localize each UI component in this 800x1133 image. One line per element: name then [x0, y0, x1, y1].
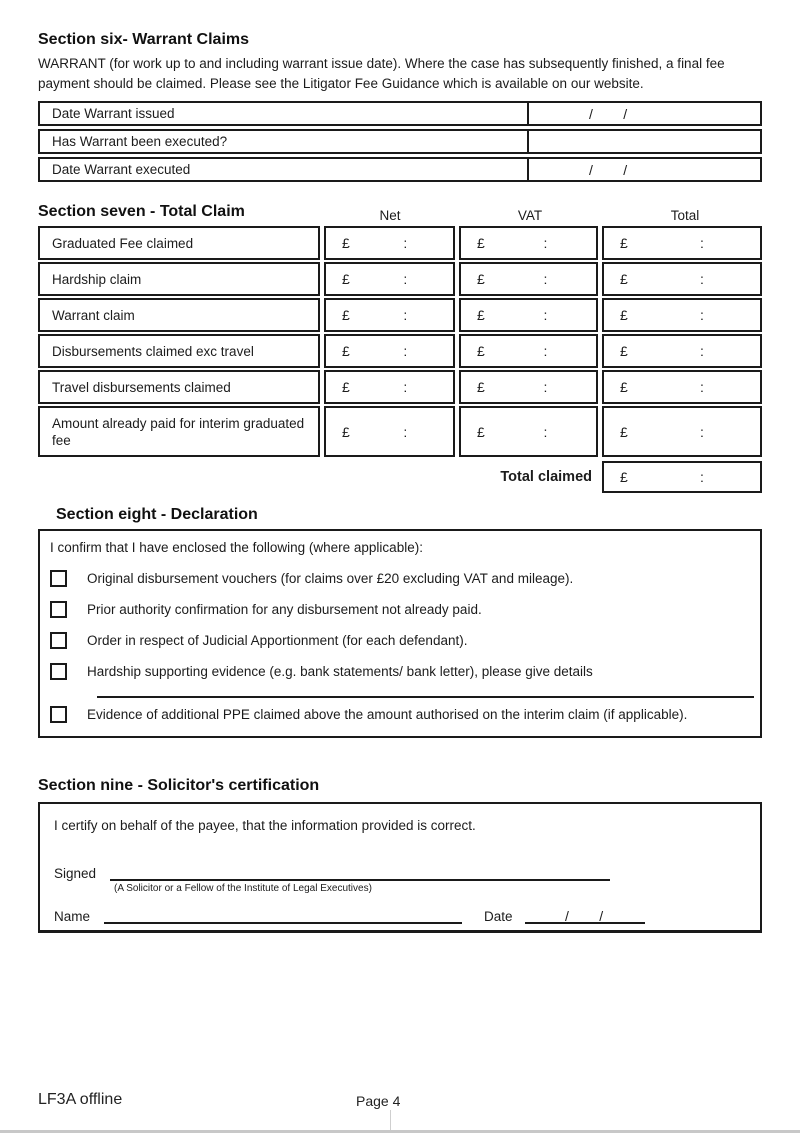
table-row: [38, 226, 762, 260]
certification-box: [38, 802, 762, 933]
warrant-executed-question-label: Has Warrant been executed?: [52, 134, 228, 149]
name-date-row: [54, 908, 746, 924]
warrant-claims-table: [38, 101, 762, 182]
checklist-item-label: Evidence of additional PPE claimed above the amount authorised on the interim claim (if applicable).: [87, 707, 688, 722]
pence-separator: :: [543, 307, 548, 323]
signed-row: [54, 866, 746, 881]
disbursements-vat-field[interactable]: [459, 334, 598, 368]
pence-separator: :: [699, 423, 704, 440]
date-line[interactable]: / /: [525, 908, 645, 924]
prior-authority-checkbox[interactable]: [50, 601, 67, 618]
pence-separator: :: [699, 235, 704, 251]
graduated-fee-net-field[interactable]: [324, 226, 455, 260]
table-row: [38, 298, 762, 332]
travel-net-field[interactable]: [324, 370, 455, 404]
travel-total-field[interactable]: [602, 370, 762, 404]
disbursements-net-field[interactable]: [324, 334, 455, 368]
warrant-claim-label: Warrant claim: [38, 298, 320, 332]
disbursements-total-field[interactable]: [602, 334, 762, 368]
declaration-box: [38, 529, 762, 738]
checklist-item-label: Hardship supporting evidence (e.g. bank statements/ bank letter), please give details: [87, 664, 593, 679]
pound-symbol: £: [477, 423, 485, 440]
pence-separator: :: [543, 271, 548, 287]
pence-separator: :: [403, 307, 408, 323]
pence-separator: :: [543, 379, 548, 395]
section-nine-title: Section nine - Solicitor's certification: [38, 777, 320, 794]
interim-paid-net-field[interactable]: [324, 406, 455, 457]
pound-symbol: £: [342, 343, 350, 359]
pound-symbol: £: [342, 271, 350, 287]
table-row: [38, 370, 762, 404]
column-header-total: Total: [670, 208, 700, 223]
disbursement-vouchers-checkbox[interactable]: [50, 570, 67, 587]
date-label: Date: [484, 909, 513, 924]
pence-separator: :: [403, 379, 408, 395]
hardship-details-line[interactable]: [97, 696, 754, 698]
checklist-item: [40, 632, 760, 650]
certification-statement: I certify on behalf of the payee, that the information provided is correct.: [54, 818, 476, 833]
hardship-vat-field[interactable]: [459, 262, 598, 296]
table-row: [38, 101, 762, 126]
pence-separator: :: [403, 423, 408, 440]
date-warrant-executed-label: Date Warrant executed: [52, 162, 191, 177]
checklist-item: [40, 663, 760, 681]
pence-separator: :: [699, 343, 704, 359]
travel-vat-field[interactable]: [459, 370, 598, 404]
pound-symbol: £: [342, 423, 350, 440]
graduated-fee-vat-field[interactable]: [459, 226, 598, 260]
total-claim-table: [38, 226, 762, 493]
pound-symbol: £: [477, 271, 485, 287]
pound-symbol: £: [620, 379, 628, 395]
pence-separator: :: [699, 469, 704, 485]
table-row: [38, 129, 762, 154]
pound-symbol: £: [342, 379, 350, 395]
pound-symbol: £: [477, 235, 485, 251]
form-id-label: LF3A offline: [38, 1091, 123, 1108]
pence-separator: :: [403, 271, 408, 287]
pound-symbol: £: [477, 343, 485, 359]
hardship-total-field[interactable]: [602, 262, 762, 296]
pound-symbol: £: [620, 271, 628, 287]
table-row: [38, 406, 762, 457]
section-six-title: Section six- Warrant Claims: [38, 31, 250, 48]
signature-line[interactable]: [110, 867, 610, 881]
signed-label: Signed: [54, 866, 97, 881]
graduated-fee-total-field[interactable]: [602, 226, 762, 260]
pence-separator: :: [543, 343, 548, 359]
date-warrant-executed-field[interactable]: / /: [527, 159, 760, 180]
checklist-item: [40, 601, 760, 619]
checklist-item: [40, 706, 760, 724]
pence-separator: :: [699, 379, 704, 395]
warrant-executed-answer-field[interactable]: [527, 131, 760, 152]
checklist-item-label: Order in respect of Judicial Apportionment (for each defendant).: [87, 633, 468, 648]
pence-separator: :: [699, 307, 704, 323]
pence-separator: :: [543, 235, 548, 251]
pound-symbol: £: [477, 379, 485, 395]
table-row: [38, 157, 762, 182]
checklist-item-label: Original disbursement vouchers (for claims over £20 excluding VAT and mileage).: [87, 571, 574, 586]
hardship-claim-label: Hardship claim: [38, 262, 320, 296]
section-six-intro: WARRANT (for work up to and including warrant issue date). Where the case has subsequently finished, a final fee payment should be claimed. Please see the Litigator Fee Guidance which is available on our website.: [38, 56, 725, 91]
total-claimed-label: Total claimed: [500, 469, 592, 485]
hardship-net-field[interactable]: [324, 262, 455, 296]
warrant-vat-field[interactable]: [459, 298, 598, 332]
interim-paid-label: Amount already paid for interim graduated fee: [38, 406, 320, 457]
table-row: [38, 334, 762, 368]
total-claimed-row: [38, 461, 762, 493]
pence-separator: :: [403, 235, 408, 251]
name-label: Name: [54, 909, 91, 924]
disbursements-exc-travel-label: Disbursements claimed exc travel: [38, 334, 320, 368]
pound-symbol: £: [620, 307, 628, 323]
table-row: [38, 262, 762, 296]
pound-symbol: £: [620, 423, 628, 440]
warrant-total-field[interactable]: [602, 298, 762, 332]
checklist-item: [40, 570, 760, 588]
interim-paid-total-field[interactable]: [602, 406, 762, 457]
graduated-fee-claimed-label: Graduated Fee claimed: [38, 226, 320, 260]
section-eight-title: Section eight - Declaration: [56, 506, 258, 523]
pound-symbol: £: [620, 235, 628, 251]
pound-symbol: £: [342, 235, 350, 251]
pound-symbol: £: [620, 343, 628, 359]
declaration-intro: I confirm that I have enclosed the following (where applicable):: [50, 540, 423, 555]
pence-separator: :: [699, 271, 704, 287]
pound-symbol: £: [342, 307, 350, 323]
column-header-net: Net: [379, 208, 401, 223]
checklist-item-label: Prior authority confirmation for any disbursement not already paid.: [87, 602, 482, 617]
warrant-net-field[interactable]: [324, 298, 455, 332]
date-warrant-issued-label: Date Warrant issued: [52, 106, 175, 121]
total-claimed-field[interactable]: [602, 461, 762, 493]
signed-note: (A Solicitor or a Fellow of the Institute of Legal Executives): [114, 883, 372, 894]
section-seven-title: Section seven - Total Claim: [38, 203, 245, 220]
pence-separator: :: [543, 423, 548, 440]
section-seven-header: [38, 202, 762, 226]
page-number: Page 4: [356, 1093, 401, 1109]
column-header-vat: VAT: [517, 208, 543, 223]
pence-separator: :: [403, 343, 408, 359]
travel-disbursements-label: Travel disbursements claimed: [38, 370, 320, 404]
date-warrant-issued-field[interactable]: / /: [527, 103, 760, 124]
pound-symbol: £: [477, 307, 485, 323]
hardship-evidence-checkbox[interactable]: [50, 663, 67, 680]
name-line[interactable]: [104, 910, 462, 924]
interim-paid-vat-field[interactable]: [459, 406, 598, 457]
pound-symbol: £: [620, 469, 628, 485]
judicial-apportionment-checkbox[interactable]: [50, 632, 67, 649]
additional-ppe-checkbox[interactable]: [50, 706, 67, 723]
